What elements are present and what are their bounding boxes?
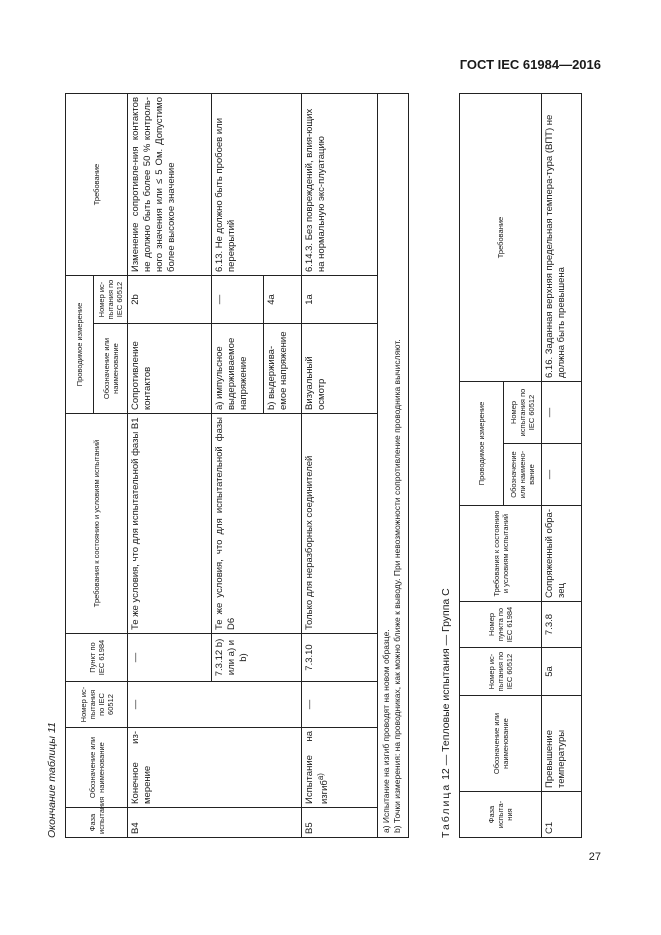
t11-b5-cond: Только для неразборных соединителей [302,414,378,634]
t12-header-m-no: Номер испытания по IEC 60512 [504,382,542,444]
t12-c1-test-no: 5a [542,648,582,696]
table12-block [439,93,582,838]
table12 [459,93,582,838]
t12-c1-phase: C1 [542,792,582,838]
page-number: 27 [588,851,601,863]
table-row [302,94,378,838]
t12-header-conditions: Требования к состоянию и условиям испытаний [460,506,542,602]
standard-header: ГОСТ IEC 61984—2016 [459,57,601,72]
t12-header-phase: Фаза испыта-ния [460,792,542,838]
t12-c1-m-name: — [542,444,582,506]
t11-b4-test-no: — [128,682,302,728]
t12-c1-name: Превышение температуры [542,696,582,792]
t11-b4-clause2: 7.3.12 b) или a) и b) [212,634,302,682]
t11-b4-cond2: Те же условия, что для испытательной фазы D6 [212,414,302,634]
t11-note-b: b) Точки измерения: на проводниках, как можно ближе к выводу. При невозможности сопротивление проводника вычисляют. [392,339,403,833]
t11-b5-m-no: 1a [302,276,378,324]
t11-b4-name: Конечное из-мерение [128,728,302,808]
t12-header-name: Обозначение или наименование [460,696,542,792]
t11-b5-test-no: — [302,682,378,728]
t11-b5-clause: 7.3.10 [302,634,378,682]
t11-b4-m3-no: 4a [264,276,302,324]
t11-header-m-name: Обозначение или наименование [94,324,128,414]
t11-b4-cond1: Те же условия, что для испытательной фазы B1 [128,414,212,634]
t11-b4-clause1: — [128,634,212,682]
table11-caption: Окончание таблицы 11 [46,722,58,838]
t12-c1-req: 6.16. Заданная верхняя предельная темпера-тура (ВПТ) не должна быть превышена [542,94,582,382]
t11-b4-m3-name: b) выдержива-емое напряжение [264,324,302,414]
t11-header-conditions: Требования к состоянию и условиям испытаний [66,414,128,634]
t12-header-test-no: Номер ис-пытания по IEC 60512 [460,648,542,696]
table11 [65,93,409,838]
t11-header-name: Обозначение или наименование [66,728,128,808]
t11-header-clause: Пункт по IEC 61984 [66,634,128,682]
t11-b4-m2-no: — [212,276,264,324]
t12-header-measured: Проводимое измерение [460,382,504,506]
t11-b4-m1-no: 2b [128,276,212,324]
t11-note-a: а) Испытание на изгиб проводят на новом образце. [381,629,391,833]
t12-c1-m-no: — [542,382,582,444]
t12-header-m-name: Обозначение или наимено-вание [504,444,542,506]
t12-header-requirement: Требование [460,94,542,382]
t11-b5-req: 6.14.3. Без повреждений, влия-ющих на нормальную экс-плуатацию [302,94,378,276]
t11-header-test-no: Номер ис-пытания по IEC 60512 [66,682,128,728]
t11-b5-name: Испытание на изгиб$^{a)}$ [302,728,378,808]
table12-caption: Таблица 12 — Тепловые испытания — Группа С [440,588,452,838]
t12-c1-clause: 7.3.8 [542,602,582,648]
table-row [128,94,212,838]
t11-b5-phase: B5 [302,808,378,838]
table11-block [45,93,409,838]
t11-header-measured: Проводимое измерение [66,276,94,414]
t11-header-phase: Фаза испытания [66,808,128,838]
t11-b5-m-name: Визуальный осмотр [302,324,378,414]
t11-header-requirement: Требование [66,94,128,276]
t11-header-m-no: Номер ис-пытания по IEC 60512 [94,276,128,324]
t12-header-clause: Номер пункта по IEC 61984 [460,602,542,648]
t11-b4-phase: B4 [128,808,302,838]
t11-b4-m2-name: а) импульсное выдерживаемое напряжение [212,324,264,414]
t11-notes-row [378,94,409,838]
t11-b4-req2: 6.13. Не должно быть пробоев или перекрытий [212,94,302,276]
t12-c1-cond: Сопряженный обра-зец [542,506,582,602]
t11-b4-req1: Изменение сопротивле-ния контактов не должно быть более 50 % контроль-ного значения или ≤ 5 Ом. Допустимо более высокое значение [128,94,212,276]
t11-b4-m1-name: Сопротивление контактов [128,324,212,414]
table-row [542,94,582,838]
